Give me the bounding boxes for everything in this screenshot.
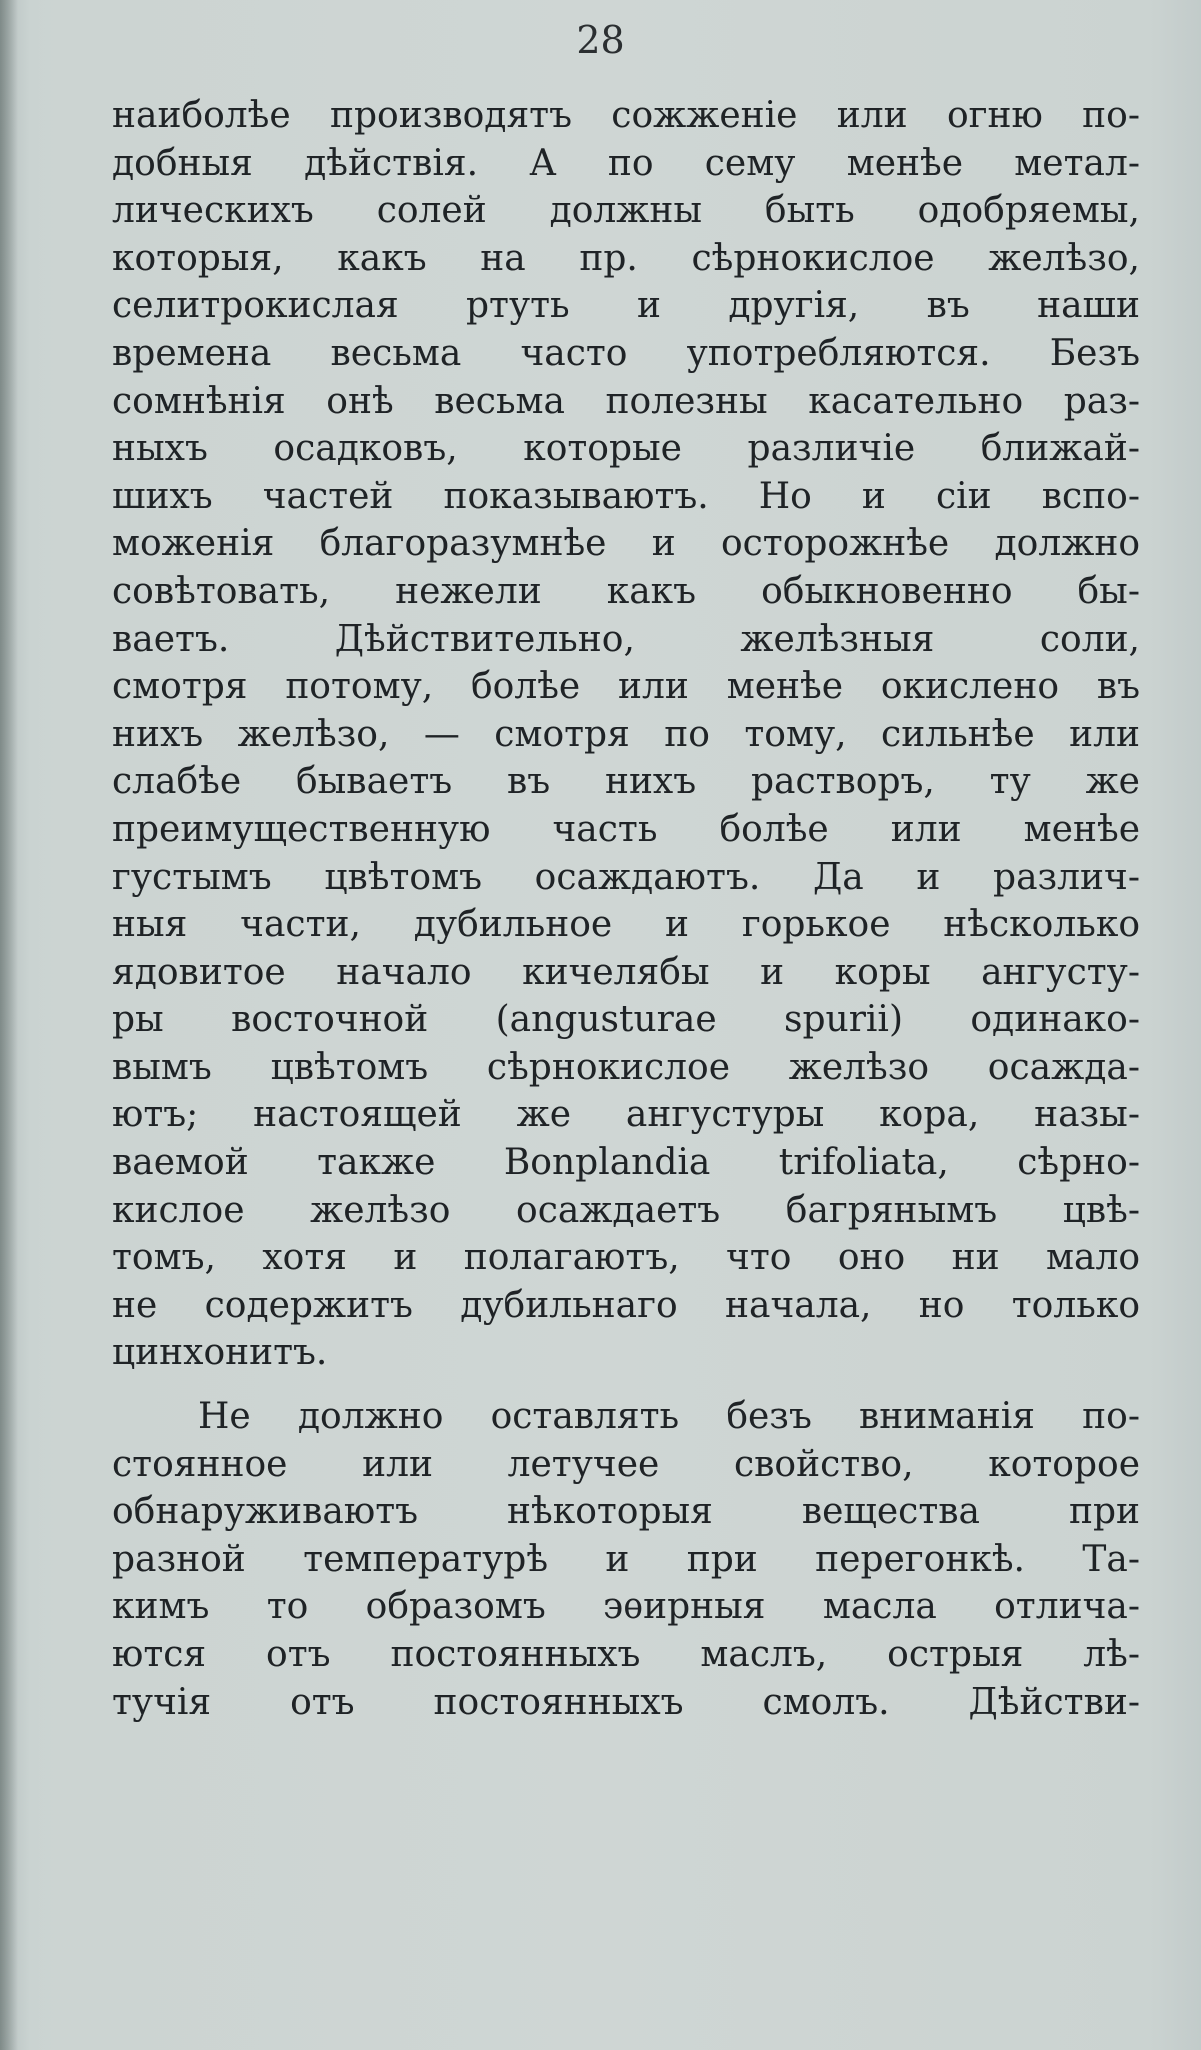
text-line: слабѣе бываетъ въ нихъ растворъ, ту же xyxy=(112,761,1140,803)
text-line: тучія отъ постоянныхъ смолъ. Дѣйстви- xyxy=(112,1681,1140,1723)
text-line: ядовитое начало кичелябы и коры ангусту- xyxy=(112,951,1140,993)
text-line: кимъ то образомъ эѳирныя масла отлича- xyxy=(112,1586,1140,1628)
text-line: наиболѣе производятъ сожженіе или огню по- xyxy=(112,95,1140,136)
text-line: томъ, хотя и полагаютъ, что оно ни мало xyxy=(112,1237,1140,1279)
text-line: ныя части, дубильное и горькое нѣсколько xyxy=(112,904,1140,946)
text-line: ются отъ постоянныхъ маслъ, острыя лѣ- xyxy=(112,1634,1140,1675)
text-line: смотря потому, болѣе или менѣе окислено въ xyxy=(112,666,1140,708)
text-line: лическихъ солей должны быть одобряемы, xyxy=(112,190,1140,232)
text-line: селитрокислая ртуть и другія, въ наши xyxy=(112,285,1140,327)
text-line: вымъ цвѣтомъ сѣрнокислое желѣзо осажда- xyxy=(112,1046,1140,1088)
text-line: преимущественную часть болѣе или менѣе xyxy=(112,808,1140,850)
text-line: ютъ; настоящей же ангустуры кора, назы- xyxy=(112,1094,1140,1136)
text-line: ры восточной (angusturae spurii) одинако- xyxy=(112,999,1140,1041)
text-line: разной температурѣ и при перегонкѣ. Та- xyxy=(112,1538,1140,1580)
text-line: добныя дѣйствія. А по сему менѣе метал- xyxy=(112,142,1140,184)
text-line: моженія благоразумнѣе и осторожнѣе должно xyxy=(112,523,1140,565)
text-line: не содержитъ дубильнаго начала, но только xyxy=(112,1284,1140,1326)
text-line: Не должно оставлять безъ вниманія по- xyxy=(198,1396,1140,1438)
text-line: времена весьма часто употребляются. Безъ xyxy=(112,332,1140,374)
text-line: цинхонитъ. xyxy=(112,1332,328,1374)
text-line: совѣтовать, нежели какъ обыкновенно бы- xyxy=(112,570,1140,612)
page-number: 28 xyxy=(576,18,625,62)
text-line: нихъ желѣзо, — смотря по тому, сильнѣе или xyxy=(112,713,1140,755)
text-line: ваетъ. Дѣйствительно, желѣзныя соли, xyxy=(112,618,1140,660)
text-line: густымъ цвѣтомъ осаждаютъ. Да и различ- xyxy=(112,856,1140,898)
text-line: которыя, какъ на пр. сѣрнокислое желѣзо, xyxy=(112,237,1140,279)
body-text xyxy=(112,92,1140,1726)
text-line: ваемой также Bonplandia trifoliata, сѣрно- xyxy=(112,1142,1140,1184)
text-line: ныхъ осадковъ, которые различіе ближай- xyxy=(112,428,1140,470)
paragraph-gap xyxy=(112,1377,1140,1393)
text-line: обнаруживаютъ нѣкоторыя вещества при xyxy=(112,1491,1140,1533)
text-line: шихъ частей показываютъ. Но и сіи вспо- xyxy=(112,475,1140,517)
text-line: сомнѣнія онѣ весьма полезны касательно раз- xyxy=(112,380,1140,422)
text-line: стоянное или летучее свойство, которое xyxy=(112,1443,1140,1485)
text-line: кислое желѣзо осаждаетъ багрянымъ цвѣ- xyxy=(112,1189,1140,1231)
binding-shadow xyxy=(0,0,18,2050)
